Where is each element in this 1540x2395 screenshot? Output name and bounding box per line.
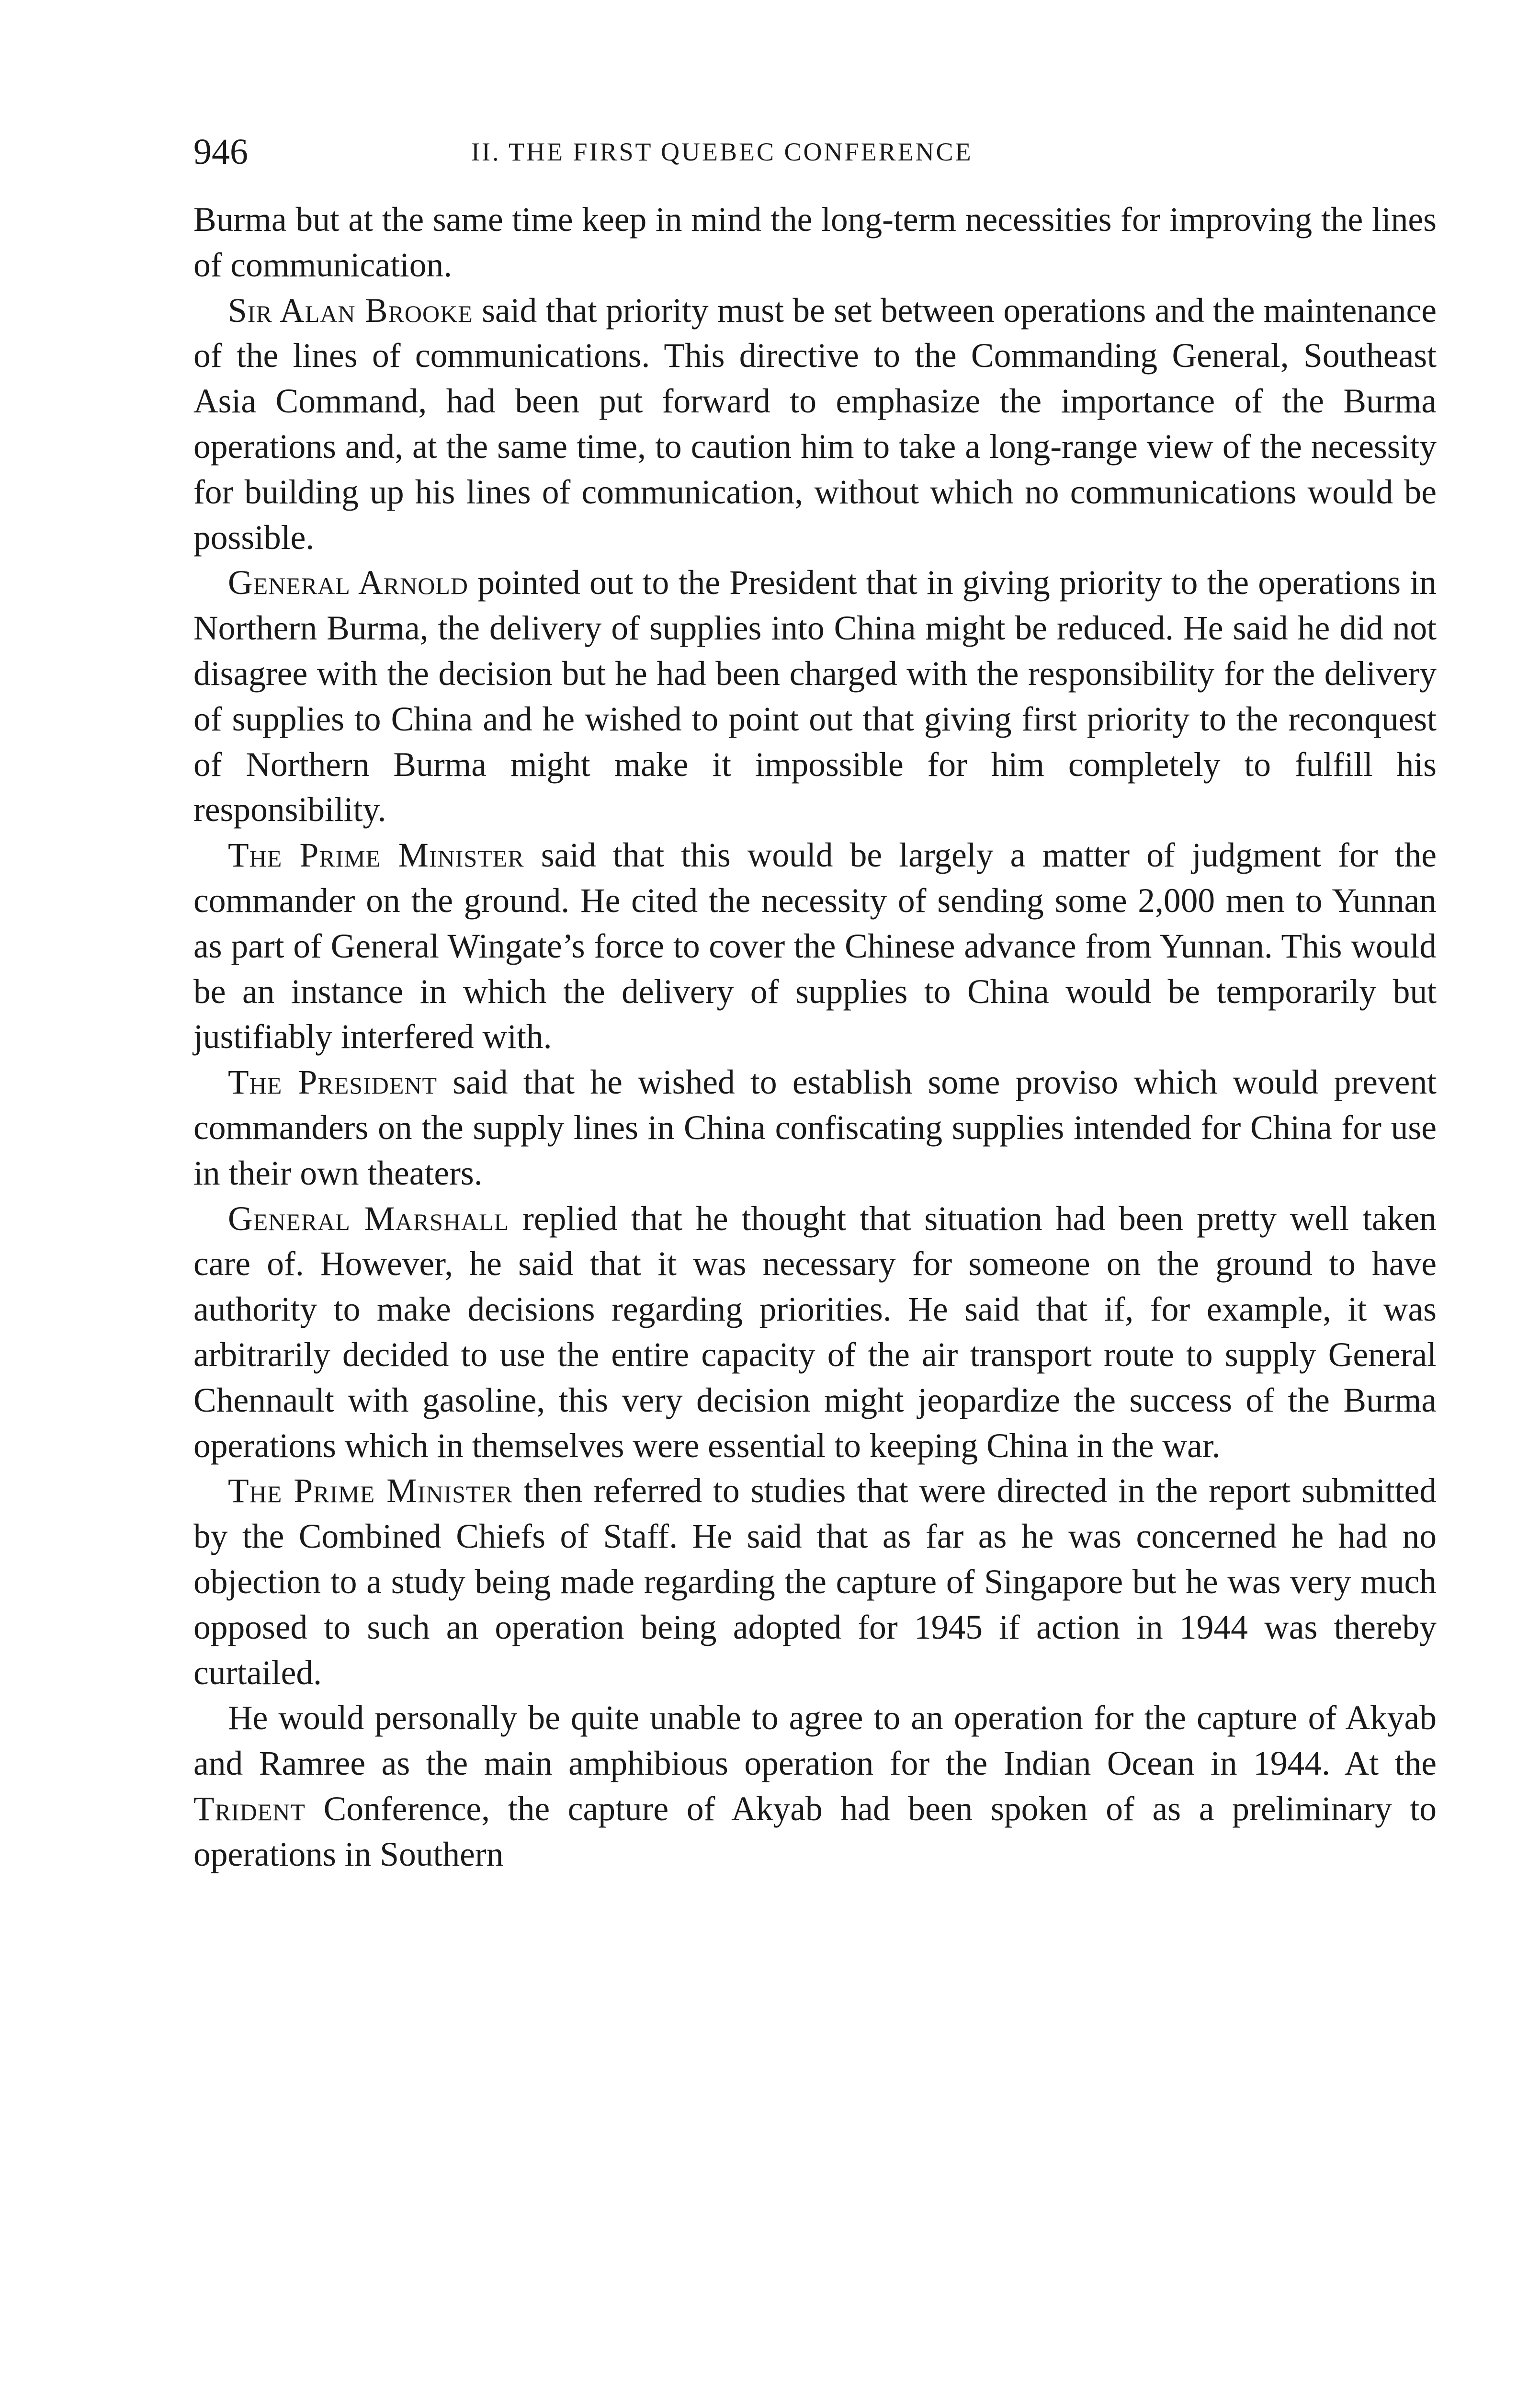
paragraph-text: said that he wished to establish some proviso which would prevent commanders on the supply lines in China confiscating supplies intended for China for use in their own theaters. — [193, 1063, 1437, 1192]
paragraph-text: replied that he thought that situation had been pretty well taken care of. However, he said that it was necessary for someone on the ground to have authority to make decisions regarding priorities. He said that if, for example, it was arbitrarily decided to use the entire capacity of the air transport route to supply General Chennault with gasoline, this very decision might jeopardize the success of the Burma operations which in themselves were essential to keeping China in the war. — [193, 1199, 1437, 1465]
speaker-name: General Arnold — [228, 564, 469, 602]
paragraph — [193, 288, 1437, 561]
paragraph-text: Burma but at the same time keep in mind the long-term necessities for improving the lines of communication. — [193, 201, 1437, 284]
paragraph — [193, 1197, 1437, 1469]
paragraph — [193, 1469, 1437, 1696]
conference-name: Trident — [193, 1790, 306, 1828]
paragraph-text: pointed out to the President that in giving priority to the operations in Northern Burma, the delivery of supplies into China might be reduced. He said he did not disagree with the decision but he had been charged with the responsibility for the delivery of supplies to China and he wished to point out that giving first priority to the reconquest of Northern Burma might make it impossible for him completely to fulfill his responsibility. — [193, 564, 1437, 829]
paragraph-text: said that priority must be set between operations and the maintenance of the lines of communications. This directive to the Commanding General, Southeast Asia Command, had been put forward to emphasize the importance of the Burma operations and, at the same time, to caution him to take a long-range view of the necessity for building up his lines of communication, without which no communications would be possible. — [193, 291, 1437, 557]
paragraph-text: Conference, the capture of Akyab had been spoken of as a preliminary to operations in Southern — [193, 1790, 1437, 1873]
paragraph-text: said that this would be largely a matter of judgment for the commander on the ground. He cited the necessity of sending some 2,000 men to Yunnan as part of General Wingate’s force to cover the Chinese advance from Yunnan. This would be an instance in which the delivery of supplies to China would be temporarily but justifiably interfered with. — [193, 836, 1437, 1056]
body-text — [193, 197, 1437, 1877]
paragraph — [193, 1060, 1437, 1196]
speaker-name: Sir Alan Brooke — [228, 291, 473, 330]
running-title: II. THE FIRST QUEBEC CONFERENCE — [471, 137, 973, 166]
paragraph-text: then referred to studies that were directed in the report submitted by the Combined Chiefs of Staff. He said that as far as he was concerned he had no objection to a study being made regarding the capture of Singapore but he was very much opposed to such an operation being adopted for 1945 if action in 1944 was thereby curtailed. — [193, 1472, 1437, 1692]
paragraph — [193, 197, 1437, 288]
paragraph — [193, 1696, 1437, 1877]
paragraph — [193, 560, 1437, 833]
document-page — [193, 125, 1437, 1877]
running-head — [193, 125, 1437, 178]
paragraph-text: He would personally be quite unable to agree to an operation for the capture of Akyab and Ramree as the main amphibious operation for the Indian Ocean in 1944. At the — [193, 1699, 1437, 1783]
speaker-name: The Prime Minister — [228, 836, 524, 875]
speaker-name: The Prime Minister — [228, 1472, 513, 1510]
speaker-name: The President — [228, 1063, 438, 1102]
speaker-name: General Marshall — [228, 1199, 510, 1238]
paragraph — [193, 833, 1437, 1060]
page-number: 946 — [193, 132, 248, 172]
